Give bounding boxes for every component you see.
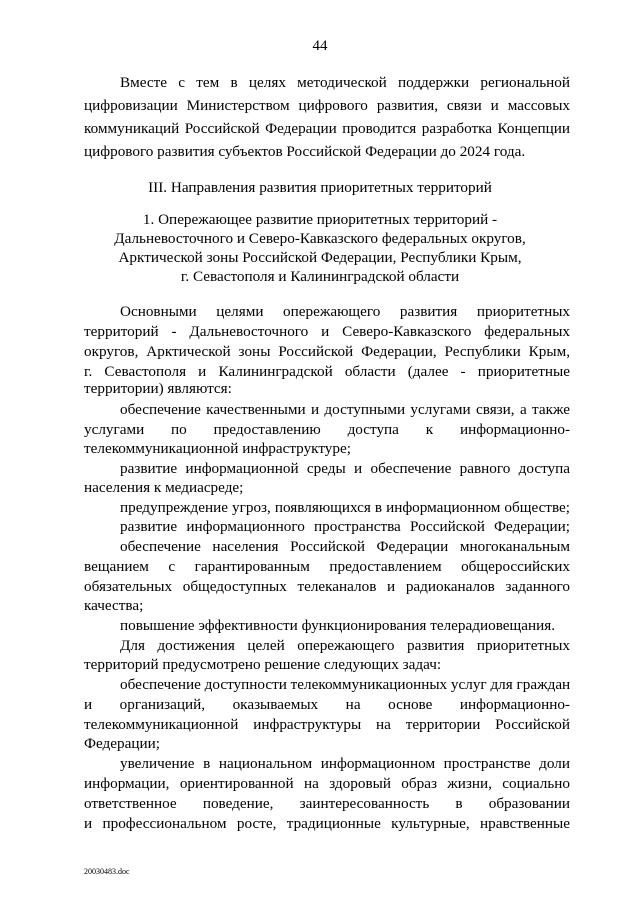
body-line: ответственное поведение, заинтересованность в образовании (84, 795, 570, 812)
subsection-heading-line: Дальневосточного и Северо-Кавказского федеральных округов, (114, 230, 526, 247)
page-number: 44 (312, 38, 328, 54)
body-line: г. Севастополя и Калининградской области (далее - приоритетные (84, 363, 570, 380)
intro-line: Вместе с тем в целях методической поддержки региональной (120, 74, 570, 91)
body-line: обеспечение населения Российской Федерации многоканальным (120, 538, 570, 555)
body-line: Федерации; (84, 735, 160, 752)
body-line: и организаций, оказываемых на основе информационно- (84, 696, 570, 713)
body-line: развитие информационного пространства Российской Федерации; (120, 518, 570, 535)
body-line: территорий предусмотрено решение следующих задач: (84, 656, 442, 673)
body-line: обеспечение качественными и доступными услугами связи, а также (120, 401, 570, 418)
body-line: обязательных общедоступных телеканалов и радиоканалов заданного (84, 578, 570, 595)
body-line: округов, Арктической зоны Российской Федерации, Республики Крым, (84, 343, 570, 360)
body-line: Для достижения целей опережающего развития приоритетных (120, 637, 570, 654)
footer-file-code: 20030483.doc (84, 867, 130, 876)
section-heading: III. Направления развития приоритетных территорий (148, 179, 492, 196)
intro-line: цифровизации Министерством цифрового развития, связи и массовых (84, 97, 570, 114)
body-line: увеличение в национальном информационном пространстве доли (120, 755, 570, 772)
subsection-heading-line: г. Севастополя и Калининградской области (180, 268, 460, 285)
body-line: качества; (84, 597, 144, 614)
subsection-heading-line: 1. Опережающее развитие приоритетных территорий - (142, 211, 498, 228)
body-line: телекоммуникационной инфраструктуре; (84, 440, 351, 457)
body-line: Основными целями опережающего развития приоритетных (120, 303, 570, 320)
body-line: и профессиональном росте, традиционные культурные, нравственные (84, 815, 570, 832)
body-line: территории) являются: (84, 380, 232, 397)
body-line: обеспечение доступности телекоммуникационных услуг для граждан (120, 676, 571, 693)
intro-line: цифрового развития субъектов Российской Федерации до 2024 года. (84, 143, 526, 160)
intro-line: коммуникаций Российской Федерации проводится разработка Концепции (84, 120, 570, 137)
body-line: предупреждение угроз, появляющихся в информационном обществе; (120, 499, 570, 516)
body-line: развитие информационной среды и обеспечение равного доступа (120, 460, 570, 477)
body-line: телекоммуникационной инфраструктуры на территории Российской (84, 716, 570, 733)
subsection-heading-line: Арктической зоны Российской Федерации, Республики Крым, (118, 249, 522, 266)
body-line: услугами по предоставлению доступа к информационно- (84, 421, 570, 438)
body-line: территорий - Дальневосточного и Северо-Кавказского федеральных (84, 323, 570, 340)
body-line: информации, ориентированной на здоровый образ жизни, социально (84, 775, 570, 792)
body-line: населения к медиасреде; (84, 479, 244, 496)
body-line: вещанием с гарантированным предоставлением общероссийских (84, 558, 570, 575)
body-line: повышение эффективности функционирования телерадиовещания. (120, 617, 555, 634)
